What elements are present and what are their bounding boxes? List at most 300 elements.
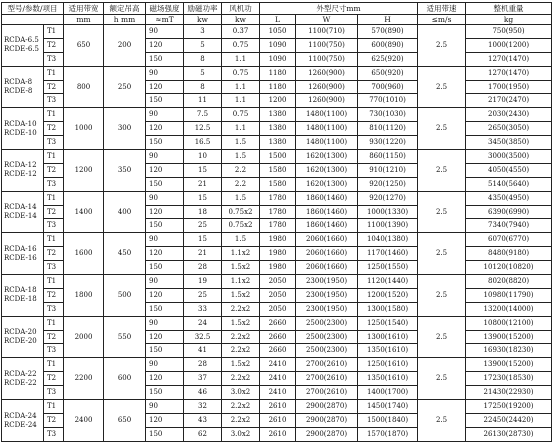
weight: 6390(6990)	[466, 205, 552, 219]
belt-speed: 2.5	[418, 275, 466, 317]
excitation-power: 3	[184, 25, 222, 39]
dim-width: 2060(1660)	[296, 261, 358, 275]
fan-power: 2.2x2	[222, 413, 260, 427]
belt-speed: 2.5	[418, 191, 466, 233]
excitation-power: 18	[184, 205, 222, 219]
dim-height: 1250(1550)	[358, 261, 418, 275]
header-row	[2, 3, 552, 15]
dim-height: 570(890)	[358, 25, 418, 39]
dim-width: 1480(1100)	[296, 136, 358, 150]
excitation-power: 25	[184, 219, 222, 233]
excitation-power: 19	[184, 275, 222, 289]
excitation-power: 43	[184, 413, 222, 427]
type-code: T1	[44, 191, 64, 205]
belt-width: 2200	[64, 358, 104, 400]
suspension-height: 350	[104, 150, 146, 192]
type-code: T1	[44, 25, 64, 39]
dim-length: 1090	[260, 52, 296, 66]
belt-width: 1600	[64, 233, 104, 275]
belt-speed: 2.5	[418, 150, 466, 192]
excitation-power: 37	[184, 372, 222, 386]
dim-height: 1300(1610)	[358, 330, 418, 344]
suspension-height: 300	[104, 108, 146, 150]
header-belt-width: 适用带宽	[64, 3, 104, 15]
magnetic-strength: 120	[146, 205, 184, 219]
unit-cell: W	[296, 15, 358, 25]
dim-length: 2660	[260, 330, 296, 344]
fan-power: 3.0x2	[222, 386, 260, 400]
dim-height: 1000(1330)	[358, 205, 418, 219]
dim-width: 2500(2300)	[296, 344, 358, 358]
suspension-height: 200	[104, 25, 146, 67]
dim-length: 2410	[260, 386, 296, 400]
unit-cell: ≤m/s	[418, 15, 466, 25]
model-name: RCDA-6.5 RCDE-6.5	[2, 25, 44, 67]
dim-height: 1250(1540)	[358, 316, 418, 330]
dim-length: 1180	[260, 66, 296, 80]
weight: 4350(4950)	[466, 191, 552, 205]
unit-cell: L	[260, 15, 296, 25]
fan-power: 1.5x2	[222, 316, 260, 330]
table-row	[2, 316, 552, 330]
dim-length: 2050	[260, 302, 296, 316]
weight: 4050(4550)	[466, 163, 552, 177]
magnetic-strength: 120	[146, 38, 184, 52]
belt-speed: 2.5	[418, 25, 466, 67]
header-weight: 整机重量	[466, 3, 552, 15]
fan-power: 1.1	[222, 122, 260, 136]
excitation-power: 32.5	[184, 330, 222, 344]
type-code: T2	[44, 38, 64, 52]
type-code: T3	[44, 344, 64, 358]
magnetic-strength: 150	[146, 386, 184, 400]
dim-height: 1570(1870)	[358, 427, 418, 441]
unit-cell: H	[358, 15, 418, 25]
dim-width: 2900(2870)	[296, 427, 358, 441]
weight: 1270(1470)	[466, 66, 552, 80]
dim-length: 1980	[260, 261, 296, 275]
dim-length: 1580	[260, 163, 296, 177]
dim-length: 1980	[260, 233, 296, 247]
dim-height: 1400(1700)	[358, 386, 418, 400]
magnetic-strength: 150	[146, 52, 184, 66]
dim-length: 1380	[260, 136, 296, 150]
magnetic-strength: 150	[146, 427, 184, 441]
dim-length: 2660	[260, 316, 296, 330]
unit-cell: h mm	[104, 15, 146, 25]
excitation-power: 7.5	[184, 108, 222, 122]
fan-power: 2.2	[222, 177, 260, 191]
fan-power: 0.75	[222, 38, 260, 52]
type-code: T3	[44, 52, 64, 66]
dim-length: 2410	[260, 358, 296, 372]
dim-length: 2410	[260, 372, 296, 386]
model-name: RCDA-10 RCDE-10	[2, 108, 44, 150]
weight: 1000(1200)	[466, 38, 552, 52]
excitation-power: 41	[184, 344, 222, 358]
type-code: T3	[44, 427, 64, 441]
magnetic-strength: 90	[146, 108, 184, 122]
table-row	[2, 191, 552, 205]
magnetic-strength: 90	[146, 400, 184, 414]
weight: 13900(15200)	[466, 330, 552, 344]
fan-power: 1.5x2	[222, 358, 260, 372]
dim-width: 1260(900)	[296, 94, 358, 108]
table-row	[2, 233, 552, 247]
model-name: RCDA-12 RCDE-12	[2, 150, 44, 192]
fan-power: 1.5	[222, 233, 260, 247]
suspension-height: 450	[104, 233, 146, 275]
magnetic-strength: 120	[146, 163, 184, 177]
dim-height: 1250(1610)	[358, 358, 418, 372]
fan-power: 1.1	[222, 94, 260, 108]
dim-width: 2300(1950)	[296, 275, 358, 289]
dim-height: 650(920)	[358, 66, 418, 80]
fan-power: 2.2x2	[222, 400, 260, 414]
dim-height: 1100(1390)	[358, 219, 418, 233]
fan-power: 1.5	[222, 191, 260, 205]
fan-power: 3.0x2	[222, 427, 260, 441]
type-code: T3	[44, 386, 64, 400]
type-code: T2	[44, 80, 64, 94]
fan-power: 2.2x2	[222, 302, 260, 316]
dim-width: 1260(900)	[296, 80, 358, 94]
weight: 13200(14000)	[466, 302, 552, 316]
magnetic-strength: 90	[146, 66, 184, 80]
excitation-power: 8	[184, 80, 222, 94]
type-code: T1	[44, 275, 64, 289]
fan-power: 2.2x2	[222, 344, 260, 358]
magnetic-strength: 120	[146, 247, 184, 261]
magnetic-strength: 90	[146, 150, 184, 164]
fan-power: 1.5	[222, 136, 260, 150]
dim-height: 1450(1740)	[358, 400, 418, 414]
dim-length: 1780	[260, 191, 296, 205]
magnetic-strength: 90	[146, 191, 184, 205]
unit-blank	[2, 15, 64, 25]
magnetic-strength: 90	[146, 358, 184, 372]
dim-width: 2500(2300)	[296, 316, 358, 330]
model-name: RCDA-24 RCDE-24	[2, 400, 44, 442]
magnetic-strength: 90	[146, 25, 184, 39]
dim-length: 1200	[260, 94, 296, 108]
dim-width: 1100(750)	[296, 52, 358, 66]
weight: 5140(5640)	[466, 177, 552, 191]
unit-cell: mm	[64, 15, 104, 25]
dim-length: 1780	[260, 219, 296, 233]
dim-height: 930(1220)	[358, 136, 418, 150]
type-code: T1	[44, 66, 64, 80]
excitation-power: 46	[184, 386, 222, 400]
belt-speed: 2.5	[418, 108, 466, 150]
dim-width: 2900(2870)	[296, 413, 358, 427]
excitation-power: 28	[184, 261, 222, 275]
dim-height: 625(920)	[358, 52, 418, 66]
belt-speed: 2.5	[418, 66, 466, 108]
unit-cell: ≈mT	[146, 15, 184, 25]
dim-width: 1480(1100)	[296, 108, 358, 122]
excitation-power: 15	[184, 233, 222, 247]
type-code: T1	[44, 233, 64, 247]
dim-width: 1480(1100)	[296, 122, 358, 136]
table-row	[2, 400, 552, 414]
header-model: 型号/参数/项目	[2, 3, 64, 15]
excitation-power: 33	[184, 302, 222, 316]
belt-speed: 2.5	[418, 400, 466, 442]
dim-height: 860(1150)	[358, 150, 418, 164]
suspension-height: 400	[104, 191, 146, 233]
magnetic-strength: 150	[146, 136, 184, 150]
fan-power: 1.5	[222, 150, 260, 164]
unit-row	[2, 15, 552, 25]
fan-power: 1.1x2	[222, 247, 260, 261]
belt-width: 1000	[64, 108, 104, 150]
unit-cell: kw	[184, 15, 222, 25]
dim-width: 2060(1660)	[296, 247, 358, 261]
type-code: T2	[44, 372, 64, 386]
unit-cell: kg	[466, 15, 552, 25]
weight: 2170(2470)	[466, 94, 552, 108]
weight: 8020(8820)	[466, 275, 552, 289]
dim-height: 920(1250)	[358, 177, 418, 191]
dim-width: 2700(2610)	[296, 358, 358, 372]
magnetic-strength: 120	[146, 330, 184, 344]
type-code: T3	[44, 219, 64, 233]
excitation-power: 16.5	[184, 136, 222, 150]
fan-power: 2.2	[222, 163, 260, 177]
weight: 3450(3850)	[466, 136, 552, 150]
dim-length: 2610	[260, 413, 296, 427]
fan-power: 2.2x2	[222, 372, 260, 386]
suspension-height: 500	[104, 275, 146, 317]
type-code: T3	[44, 302, 64, 316]
excitation-power: 5	[184, 38, 222, 52]
fan-power: 1.1x2	[222, 275, 260, 289]
belt-width: 1400	[64, 191, 104, 233]
fan-power: 0.37	[222, 25, 260, 39]
dim-height: 600(890)	[358, 38, 418, 52]
belt-width: 800	[64, 66, 104, 108]
magnetic-strength: 90	[146, 275, 184, 289]
dim-height: 700(960)	[358, 80, 418, 94]
table-body	[2, 25, 552, 442]
excitation-power: 28	[184, 358, 222, 372]
dim-length: 1180	[260, 80, 296, 94]
header-dimensions: 外型尺寸mm	[260, 3, 418, 15]
magnetic-strength: 150	[146, 302, 184, 316]
dim-length: 1500	[260, 150, 296, 164]
fan-power: 0.75	[222, 108, 260, 122]
dim-height: 1120(1440)	[358, 275, 418, 289]
type-code: T2	[44, 413, 64, 427]
fan-power: 0.75	[222, 66, 260, 80]
dim-width: 1100(750)	[296, 38, 358, 52]
dim-height: 810(1120)	[358, 122, 418, 136]
dim-width: 1860(1460)	[296, 219, 358, 233]
magnetic-strength: 120	[146, 122, 184, 136]
fan-power: 0.75x2	[222, 219, 260, 233]
magnetic-strength: 120	[146, 413, 184, 427]
excitation-power: 25	[184, 288, 222, 302]
dim-length: 1580	[260, 177, 296, 191]
header-excitation-power: 励磁功率	[184, 3, 222, 15]
belt-speed: 2.5	[418, 358, 466, 400]
suspension-height: 650	[104, 400, 146, 442]
excitation-power: 24	[184, 316, 222, 330]
weight: 13900(15200)	[466, 358, 552, 372]
dim-length: 2610	[260, 427, 296, 441]
header-magnetic-strength: 磁场强度	[146, 3, 184, 15]
type-code: T3	[44, 261, 64, 275]
belt-width: 1800	[64, 275, 104, 317]
dim-height: 770(1010)	[358, 94, 418, 108]
weight: 8480(9180)	[466, 247, 552, 261]
dim-width: 1620(1300)	[296, 163, 358, 177]
weight: 750(950)	[466, 25, 552, 39]
header-belt-speed: 适用带速	[418, 3, 466, 15]
dim-length: 2050	[260, 288, 296, 302]
dim-width: 2300(1950)	[296, 288, 358, 302]
dim-height: 1500(1840)	[358, 413, 418, 427]
type-code: T1	[44, 316, 64, 330]
type-code: T2	[44, 330, 64, 344]
dim-width: 1860(1460)	[296, 191, 358, 205]
excitation-power: 15	[184, 191, 222, 205]
model-name: RCDA-14 RCDE-14	[2, 191, 44, 233]
fan-power: 1.5x2	[222, 288, 260, 302]
type-code: T2	[44, 205, 64, 219]
model-name: RCDA-20 RCDE-20	[2, 316, 44, 358]
belt-speed: 2.5	[418, 316, 466, 358]
excitation-power: 32	[184, 400, 222, 414]
dim-length: 1980	[260, 247, 296, 261]
belt-width: 2400	[64, 400, 104, 442]
unit-cell: kw	[222, 15, 260, 25]
type-code: T2	[44, 288, 64, 302]
type-code: T2	[44, 122, 64, 136]
dim-height: 730(1030)	[358, 108, 418, 122]
table-row	[2, 150, 552, 164]
weight: 22450(24420)	[466, 413, 552, 427]
weight: 1270(1470)	[466, 52, 552, 66]
magnetic-strength: 90	[146, 233, 184, 247]
weight: 2030(2430)	[466, 108, 552, 122]
excitation-power: 15	[184, 163, 222, 177]
header-suspension-height: 额定吊高	[104, 3, 146, 15]
suspension-height: 250	[104, 66, 146, 108]
magnetic-strength: 90	[146, 316, 184, 330]
magnetic-strength: 150	[146, 177, 184, 191]
dim-width: 2060(1660)	[296, 233, 358, 247]
header-fan-power: 风机功	[222, 3, 260, 15]
dim-height: 1170(1460)	[358, 247, 418, 261]
type-code: T2	[44, 247, 64, 261]
dim-height: 1300(1580)	[358, 302, 418, 316]
model-name: RCDA-22 RCDE-22	[2, 358, 44, 400]
excitation-power: 21	[184, 177, 222, 191]
weight: 17250(19200)	[466, 400, 552, 414]
table-row	[2, 25, 552, 39]
dim-length: 1090	[260, 38, 296, 52]
weight: 3000(3500)	[466, 150, 552, 164]
dim-height: 1350(1610)	[358, 344, 418, 358]
excitation-power: 11	[184, 94, 222, 108]
spec-table	[1, 2, 552, 442]
table-row	[2, 358, 552, 372]
type-code: T3	[44, 177, 64, 191]
weight: 16930(18230)	[466, 344, 552, 358]
belt-speed: 2.5	[418, 233, 466, 275]
magnetic-strength: 150	[146, 344, 184, 358]
dim-width: 2300(1950)	[296, 302, 358, 316]
type-code: T3	[44, 94, 64, 108]
dim-width: 2700(2610)	[296, 386, 358, 400]
table-row	[2, 108, 552, 122]
excitation-power: 8	[184, 52, 222, 66]
type-code: T1	[44, 150, 64, 164]
dim-width: 1260(900)	[296, 66, 358, 80]
belt-width: 2000	[64, 316, 104, 358]
dim-height: 1040(1380)	[358, 233, 418, 247]
dim-width: 1860(1460)	[296, 205, 358, 219]
fan-power: 1.1	[222, 80, 260, 94]
magnetic-strength: 120	[146, 80, 184, 94]
type-code: T1	[44, 108, 64, 122]
excitation-power: 5	[184, 66, 222, 80]
magnetic-strength: 150	[146, 94, 184, 108]
dim-width: 2500(2300)	[296, 330, 358, 344]
magnetic-strength: 120	[146, 372, 184, 386]
type-code: T2	[44, 163, 64, 177]
weight: 1700(1950)	[466, 80, 552, 94]
table-row	[2, 275, 552, 289]
suspension-height: 600	[104, 358, 146, 400]
dim-length: 2610	[260, 400, 296, 414]
weight: 7340(7940)	[466, 219, 552, 233]
belt-width: 1200	[64, 150, 104, 192]
dim-width: 2700(2610)	[296, 372, 358, 386]
model-name: RCDA-8 RCDE-8	[2, 66, 44, 108]
model-name: RCDA-18 RCDE-18	[2, 275, 44, 317]
dim-height: 1200(1520)	[358, 288, 418, 302]
weight: 17230(18530)	[466, 372, 552, 386]
weight: 10120(10820)	[466, 261, 552, 275]
dim-width: 1100(710)	[296, 25, 358, 39]
magnetic-strength: 120	[146, 288, 184, 302]
excitation-power: 62	[184, 427, 222, 441]
fan-power: 0.75x2	[222, 205, 260, 219]
model-name: RCDA-16 RCDE-16	[2, 233, 44, 275]
excitation-power: 21	[184, 247, 222, 261]
weight: 2650(3050)	[466, 122, 552, 136]
weight: 10980(11790)	[466, 288, 552, 302]
fan-power: 1.5x2	[222, 261, 260, 275]
dim-length: 1050	[260, 25, 296, 39]
dim-length: 2660	[260, 344, 296, 358]
magnetic-strength: 150	[146, 219, 184, 233]
weight: 26130(28730)	[466, 427, 552, 441]
dim-height: 910(1210)	[358, 163, 418, 177]
dim-length: 1780	[260, 205, 296, 219]
type-code: T3	[44, 136, 64, 150]
suspension-height: 550	[104, 316, 146, 358]
dim-length: 2050	[260, 275, 296, 289]
fan-power: 1.1	[222, 52, 260, 66]
weight: 21430(22930)	[466, 386, 552, 400]
table-row	[2, 66, 552, 80]
dim-length: 1380	[260, 122, 296, 136]
magnetic-strength: 150	[146, 261, 184, 275]
